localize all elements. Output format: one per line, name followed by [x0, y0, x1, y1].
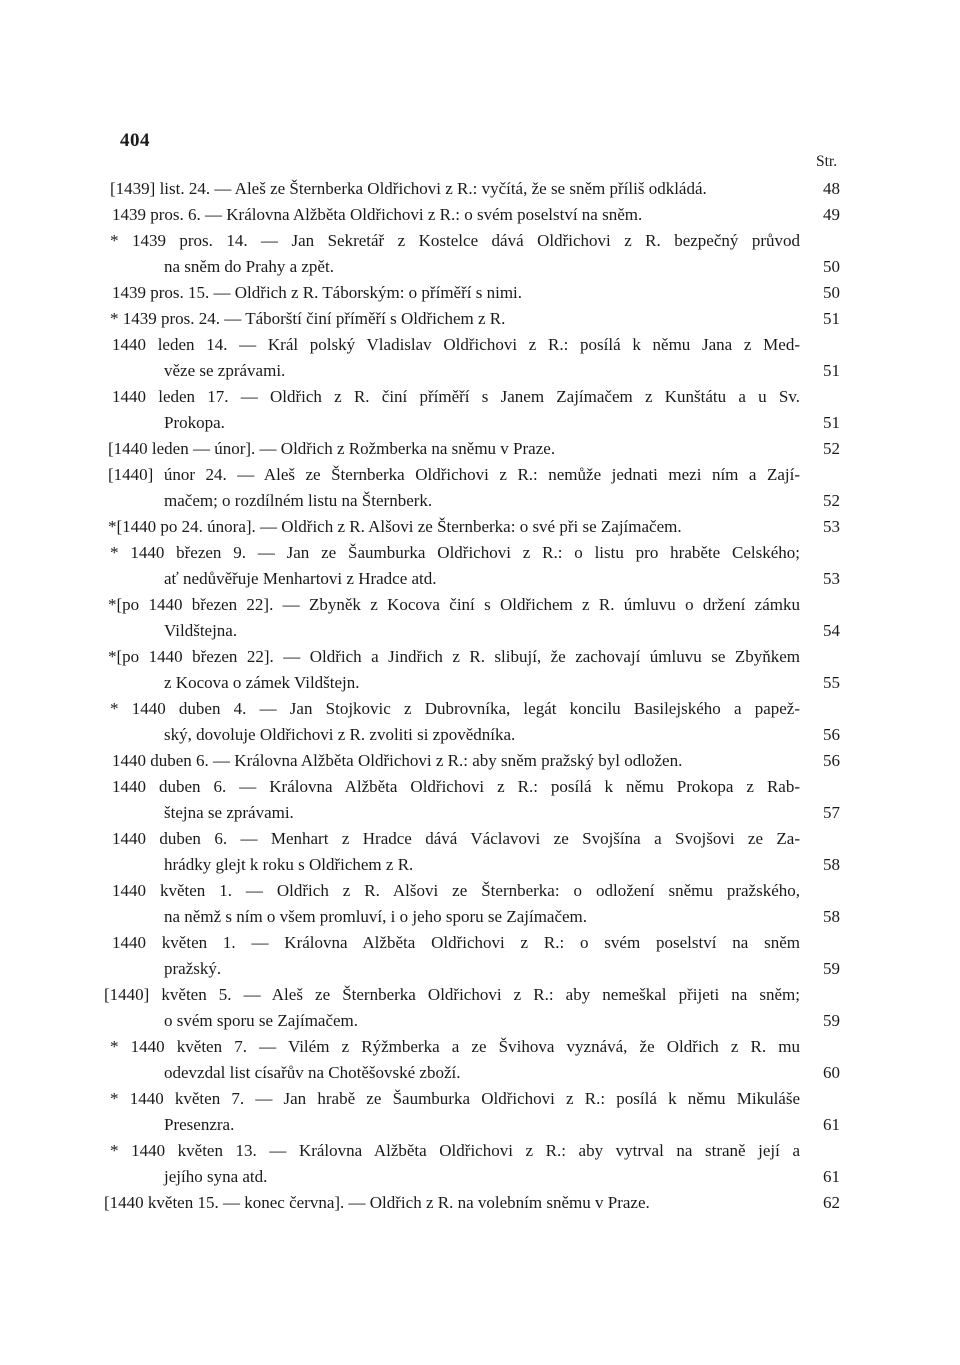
entry-page-ref: 60: [823, 1063, 840, 1082]
entry-text: 1440 duben 6. — Královna Alžběta Oldřichovi z R.: aby sněm pražský byl odložen.: [112, 751, 683, 770]
entry-text: [1440 květen 15. — konec června]. — Oldřich z R. na volebním sněmu v Praze.: [104, 1193, 650, 1212]
entry-page-ref: 61: [823, 1167, 840, 1186]
entry-text-continued: na němž s ním o všem promluví, i o jeho sporu se Zajímačem.: [164, 907, 588, 926]
entry-text: * 1439 pros. 24. — Táborští činí příměří s Oldřichem z R.: [110, 309, 506, 328]
entry-text-continued: ský, dovoluje Oldřichovi z R. zvoliti si zpovědníka.: [164, 725, 516, 744]
entry-text: [1440] únor 24. — Aleš ze Šternberka Oldřichovi z R.: nemůže jednati mezi ním a Zají-: [108, 465, 800, 484]
entry-page-ref: 59: [823, 1011, 840, 1030]
entry-text-continued: o svém sporu se Zajímačem.: [164, 1011, 359, 1030]
entry-page-ref: 48: [823, 179, 840, 198]
entry-text: * 1440 duben 4. — Jan Stojkovic z Dubrovníka, legát koncilu Basilejského a papež-: [110, 699, 800, 718]
entry-text-continued: ať nedůvěřuje Menhartovi z Hradce atd.: [164, 569, 437, 588]
entry-page-ref: 56: [823, 725, 840, 744]
entry-text: *[1440 po 24. února]. — Oldřich z R. Alšovi ze Šternberka: o své při se Zajímačem.: [108, 517, 682, 536]
entry-text: * 1440 květen 7. — Vilém z Rýžmberka a ze Švihova vyznává, že Oldřich z R. mu: [110, 1037, 800, 1056]
page-number: 404: [120, 130, 150, 151]
entry-page-ref: 49: [823, 205, 840, 224]
entry-text: [1440 leden — únor]. — Oldřich z Rožmberka na sněmu v Praze.: [108, 439, 556, 458]
entry-text: * 1440 květen 7. — Jan hrabě ze Šaumburka Oldřichovi z R.: posílá k němu Mikuláše: [110, 1089, 800, 1108]
entry-page-ref: 56: [823, 751, 840, 770]
entry-text: 1439 pros. 15. — Oldřich z R. Táborským: o příměří s nimi.: [112, 283, 523, 302]
entry-page-ref: 62: [823, 1193, 840, 1212]
entry-text: * 1440 květen 13. — Královna Alžběta Oldřichovi z R.: aby vytrval na straně její a: [110, 1141, 800, 1160]
entry-page-ref: 57: [823, 803, 840, 822]
entry-page-ref: 51: [823, 309, 840, 328]
entry-page-ref: 50: [823, 257, 840, 276]
entry-page-ref: 50: [823, 283, 840, 302]
entry-text: 1440 duben 6. — Královna Alžběta Oldřichovi z R.: posílá k němu Prokopa z Rab-: [112, 777, 800, 796]
entry-text: 1440 květen 1. — Královna Alžběta Oldřichovi z R.: o svém poselství na sněm: [112, 933, 800, 952]
entry-page-ref: 58: [823, 855, 840, 874]
entry-page-ref: 51: [823, 413, 840, 432]
entry-text-continued: odevzdal list císařův na Chotěšovské zboží.: [164, 1063, 461, 1082]
entry-page-ref: 54: [823, 621, 840, 640]
entry-page-ref: 52: [823, 491, 840, 510]
entry-page-ref: 53: [823, 517, 840, 536]
entry-page-ref: 58: [823, 907, 840, 926]
entry-text-continued: věze se zprávami.: [164, 361, 286, 380]
entry-page-ref: 61: [823, 1115, 840, 1134]
entry-text-continued: jejího syna atd.: [164, 1167, 268, 1186]
entry-text-continued: Presenzra.: [164, 1115, 235, 1134]
entry-text-continued: mačem; o rozdílném listu na Šternberk.: [164, 491, 433, 510]
entry-text: *[po 1440 březen 22]. — Zbyněk z Kocova činí s Oldřichem z R. úmluvu o držení zámku: [108, 595, 800, 614]
entry-text: [1440] květen 5. — Aleš ze Šternberka Oldřichovi z R.: aby nemeškal přijeti na sněm;: [104, 985, 800, 1004]
entry-text-continued: hrádky glejt k roku s Oldřichem z R.: [164, 855, 414, 874]
entry-page-ref: 52: [823, 439, 840, 458]
entry-text-continued: štejna se zprávami.: [164, 803, 294, 822]
entry-text-continued: pražský.: [164, 959, 222, 978]
entry-page-ref: 51: [823, 361, 840, 380]
entry-text: 1440 leden 14. — Král polský Vladislav Oldřichovi z R.: posílá k němu Jana z Med-: [112, 335, 800, 354]
entry-text: *[po 1440 březen 22]. — Oldřich a Jindřich z R. slibují, že zachovají úmluvu se Zbyňkem: [108, 647, 800, 666]
entry-text: 1440 květen 1. — Oldřich z R. Alšovi ze Šternberka: o odložení sněmu pražského,: [112, 881, 800, 900]
entry-text-continued: Vildštejna.: [164, 621, 238, 640]
page-column-header: Str.: [816, 153, 838, 170]
entry-text: * 1439 pros. 14. — Jan Sekretář z Kostelce dává Oldřichovi z R. bezpečný průvod: [110, 231, 800, 250]
entry-text: 1440 duben 6. — Menhart z Hradce dává Václavovi ze Svojšína a Svojšovi ze Za-: [112, 829, 800, 848]
entry-text-continued: Prokopa.: [164, 413, 225, 432]
entry-text-continued: z Kocova o zámek Vildštejn.: [164, 673, 360, 692]
entry-text: 1439 pros. 6. — Královna Alžběta Oldřichovi z R.: o svém poselství na sněm.: [112, 205, 643, 224]
entry-page-ref: 55: [823, 673, 840, 692]
entry-text: * 1440 březen 9. — Jan ze Šaumburka Oldřichovi z R.: o listu pro hraběte Celského;: [110, 543, 800, 562]
entry-page-ref: 59: [823, 959, 840, 978]
entry-text: 1440 leden 17. — Oldřich z R. činí příměří s Janem Zajímačem z Kunštátu a u Sv.: [112, 387, 800, 406]
entry-page-ref: 53: [823, 569, 840, 588]
entry-text-continued: na sněm do Prahy a zpět.: [164, 257, 334, 276]
entry-text: [1439] list. 24. — Aleš ze Šternberka Oldřichovi z R.: vyčítá, že se sněm příliš odkládá.: [110, 179, 707, 198]
